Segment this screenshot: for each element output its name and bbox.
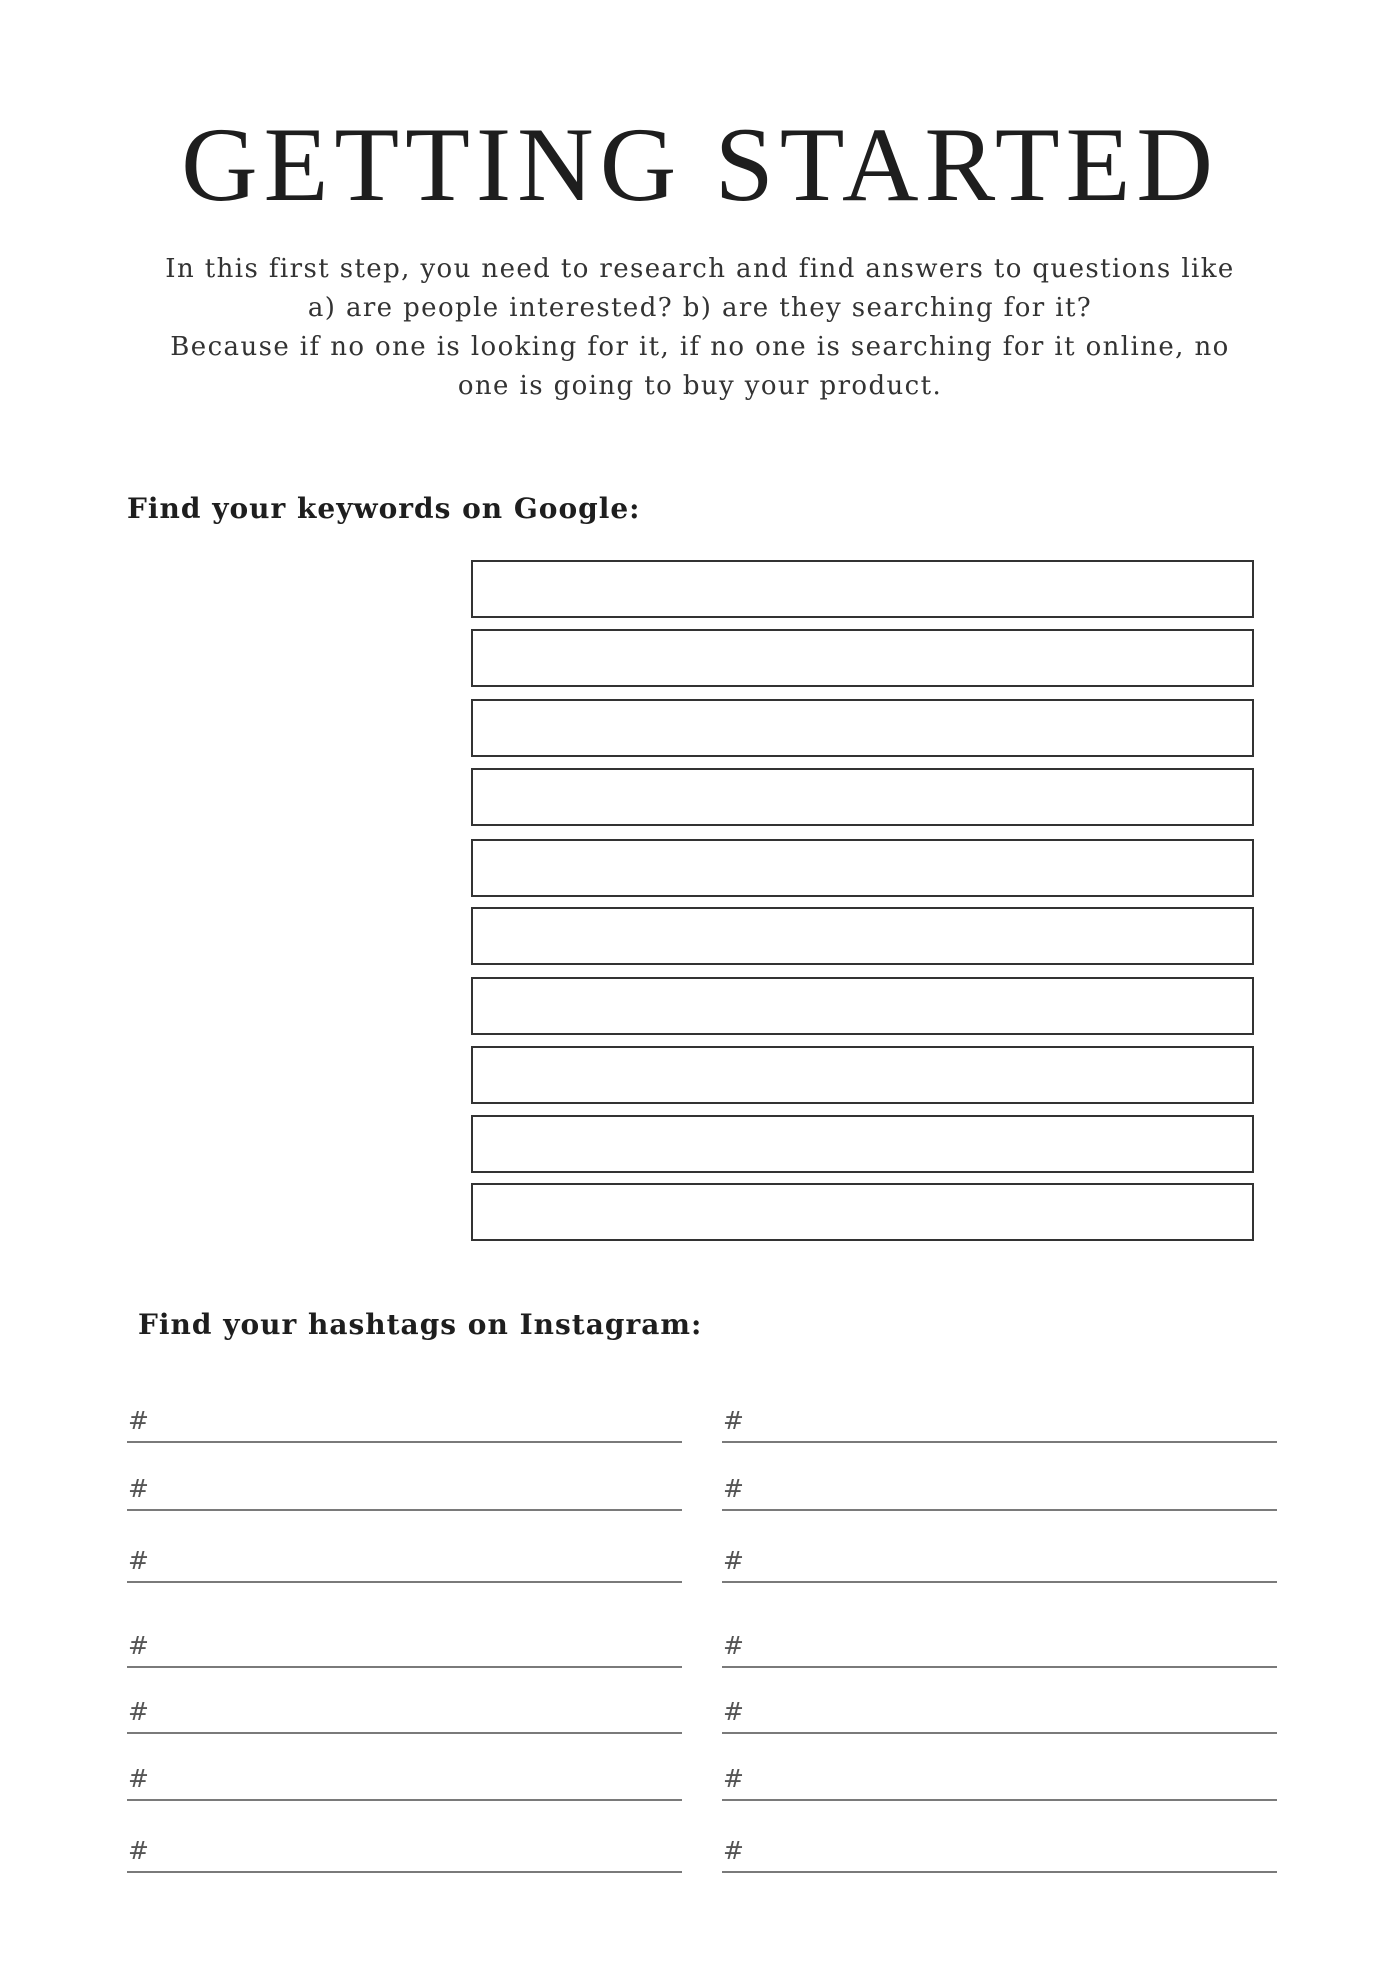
hash-symbol: # [723, 1474, 744, 1503]
hashtag-line[interactable] [127, 1759, 682, 1801]
hash-symbol: # [723, 1406, 744, 1435]
hashtag-line[interactable] [722, 1541, 1277, 1583]
hashtag-line[interactable] [127, 1831, 682, 1873]
intro-paragraph [120, 250, 1280, 406]
hash-symbol: # [128, 1697, 149, 1726]
hash-symbol: # [723, 1631, 744, 1660]
google-keywords-heading: Find your keywords on Google: [127, 492, 641, 525]
hash-symbol: # [128, 1546, 149, 1575]
keyword-box[interactable] [471, 768, 1254, 826]
hash-symbol: # [723, 1697, 744, 1726]
hash-symbol: # [128, 1631, 149, 1660]
hashtag-line[interactable] [127, 1401, 682, 1443]
hashtag-line[interactable] [722, 1469, 1277, 1511]
hashtag-line[interactable] [722, 1831, 1277, 1873]
intro-line: In this first step, you need to research and find answers to questions like [165, 254, 1235, 284]
intro-line: a) are people interested? b) are they searching for it? [307, 293, 1093, 323]
keyword-box[interactable] [471, 907, 1254, 965]
keyword-box[interactable] [471, 629, 1254, 687]
hashtag-line[interactable] [127, 1469, 682, 1511]
page-title: GETTING STARTED [181, 106, 1219, 223]
keyword-box[interactable] [471, 699, 1254, 757]
hashtag-line[interactable] [127, 1541, 682, 1583]
keyword-box[interactable] [471, 839, 1254, 897]
keyword-box[interactable] [471, 1115, 1254, 1173]
hash-symbol: # [128, 1836, 149, 1865]
hashtag-line[interactable] [722, 1759, 1277, 1801]
hash-symbol: # [723, 1764, 744, 1793]
instagram-hashtags-heading: Find your hashtags on Instagram: [138, 1308, 703, 1341]
keyword-box[interactable] [471, 560, 1254, 618]
hashtag-line[interactable] [722, 1692, 1277, 1734]
hashtag-line[interactable] [722, 1626, 1277, 1668]
keyword-box[interactable] [471, 1046, 1254, 1104]
hashtag-line[interactable] [127, 1626, 682, 1668]
hash-symbol: # [128, 1406, 149, 1435]
hash-symbol: # [128, 1764, 149, 1793]
hash-symbol: # [128, 1474, 149, 1503]
hashtag-line[interactable] [722, 1401, 1277, 1443]
hash-symbol: # [723, 1546, 744, 1575]
intro-line: Because if no one is looking for it, if no one is searching for it online, no [170, 332, 1230, 362]
hash-symbol: # [723, 1836, 744, 1865]
keyword-box[interactable] [471, 1183, 1254, 1241]
intro-line: one is going to buy your product. [457, 371, 943, 401]
hashtag-line[interactable] [127, 1692, 682, 1734]
keyword-box[interactable] [471, 977, 1254, 1035]
